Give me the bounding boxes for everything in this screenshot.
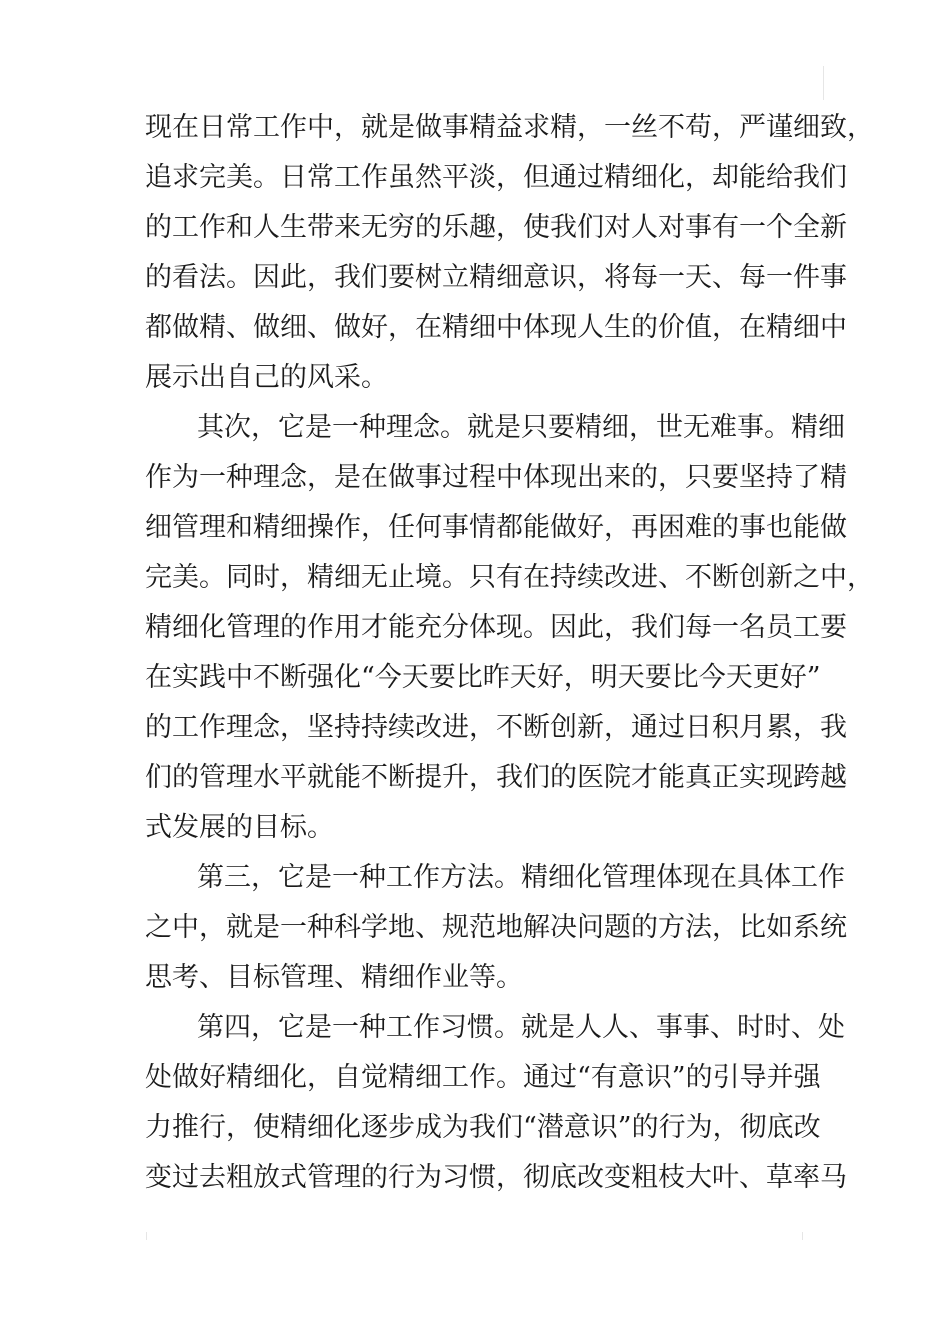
text-line: 细管理和精细操作，任何事情都能做好，再困难的事也能做 bbox=[145, 512, 847, 543]
text-line: 作为一种理念，是在做事过程中体现出来的，只要坚持了精 bbox=[145, 462, 847, 493]
paragraph-first-line: 第四，它是一种工作习惯。就是人人、事事、时时、处 bbox=[197, 1012, 845, 1043]
text-line: 的工作理念，坚持持续改进，不断创新，通过日积月累，我 bbox=[145, 712, 847, 743]
text-line: 处做好精细化，自觉精细工作。通过“有意识”的引导并强 bbox=[145, 1062, 821, 1093]
text-line: 精细化管理的作用才能充分体现。因此，我们每一名员工要 bbox=[145, 612, 847, 643]
text-line: 展示出自己的风采。 bbox=[145, 362, 388, 393]
text-line: 们的管理水平就能不断提升，我们的医院才能真正实现跨越 bbox=[145, 762, 847, 793]
text-line: 都做精、做细、做好，在精细中体现人生的价值，在精细中 bbox=[145, 312, 847, 343]
page-corner-mark bbox=[823, 66, 824, 100]
text-line: 的工作和人生带来无穷的乐趣，使我们对人对事有一个全新 bbox=[145, 212, 847, 243]
text-line: 在实践中不断强化“今天要比昨天好，明天要比今天更好” bbox=[145, 662, 821, 693]
document-body bbox=[145, 103, 874, 1203]
page-corner-mark bbox=[146, 1232, 147, 1240]
page-corner-mark bbox=[802, 1232, 803, 1240]
text-line: 力推行，使精细化逐步成为我们“潜意识”的行为，彻底改 bbox=[145, 1112, 821, 1143]
text-line: 式发展的目标。 bbox=[145, 812, 334, 843]
text-line: 完美。同时，精细无止境。只有在持续改进、不断创新之中， bbox=[145, 562, 874, 593]
paragraph-first-line: 第三，它是一种工作方法。精细化管理体现在具体工作 bbox=[197, 862, 845, 893]
text-line: 变过去粗放式管理的行为习惯，彻底改变粗枝大叶、草率马 bbox=[145, 1162, 847, 1193]
text-line: 现在日常工作中，就是做事精益求精，一丝不苟，严谨细致， bbox=[145, 112, 874, 143]
text-line: 的看法。因此，我们要树立精细意识，将每一天、每一件事 bbox=[145, 262, 847, 293]
text-line: 追求完美。日常工作虽然平淡，但通过精细化，却能给我们 bbox=[145, 162, 847, 193]
paragraph-first-line: 其次，它是一种理念。就是只要精细，世无难事。精细 bbox=[197, 412, 845, 443]
text-line: 之中，就是一种科学地、规范地解决问题的方法，比如系统 bbox=[145, 912, 847, 943]
text-line: 思考、目标管理、精细作业等。 bbox=[145, 962, 523, 993]
